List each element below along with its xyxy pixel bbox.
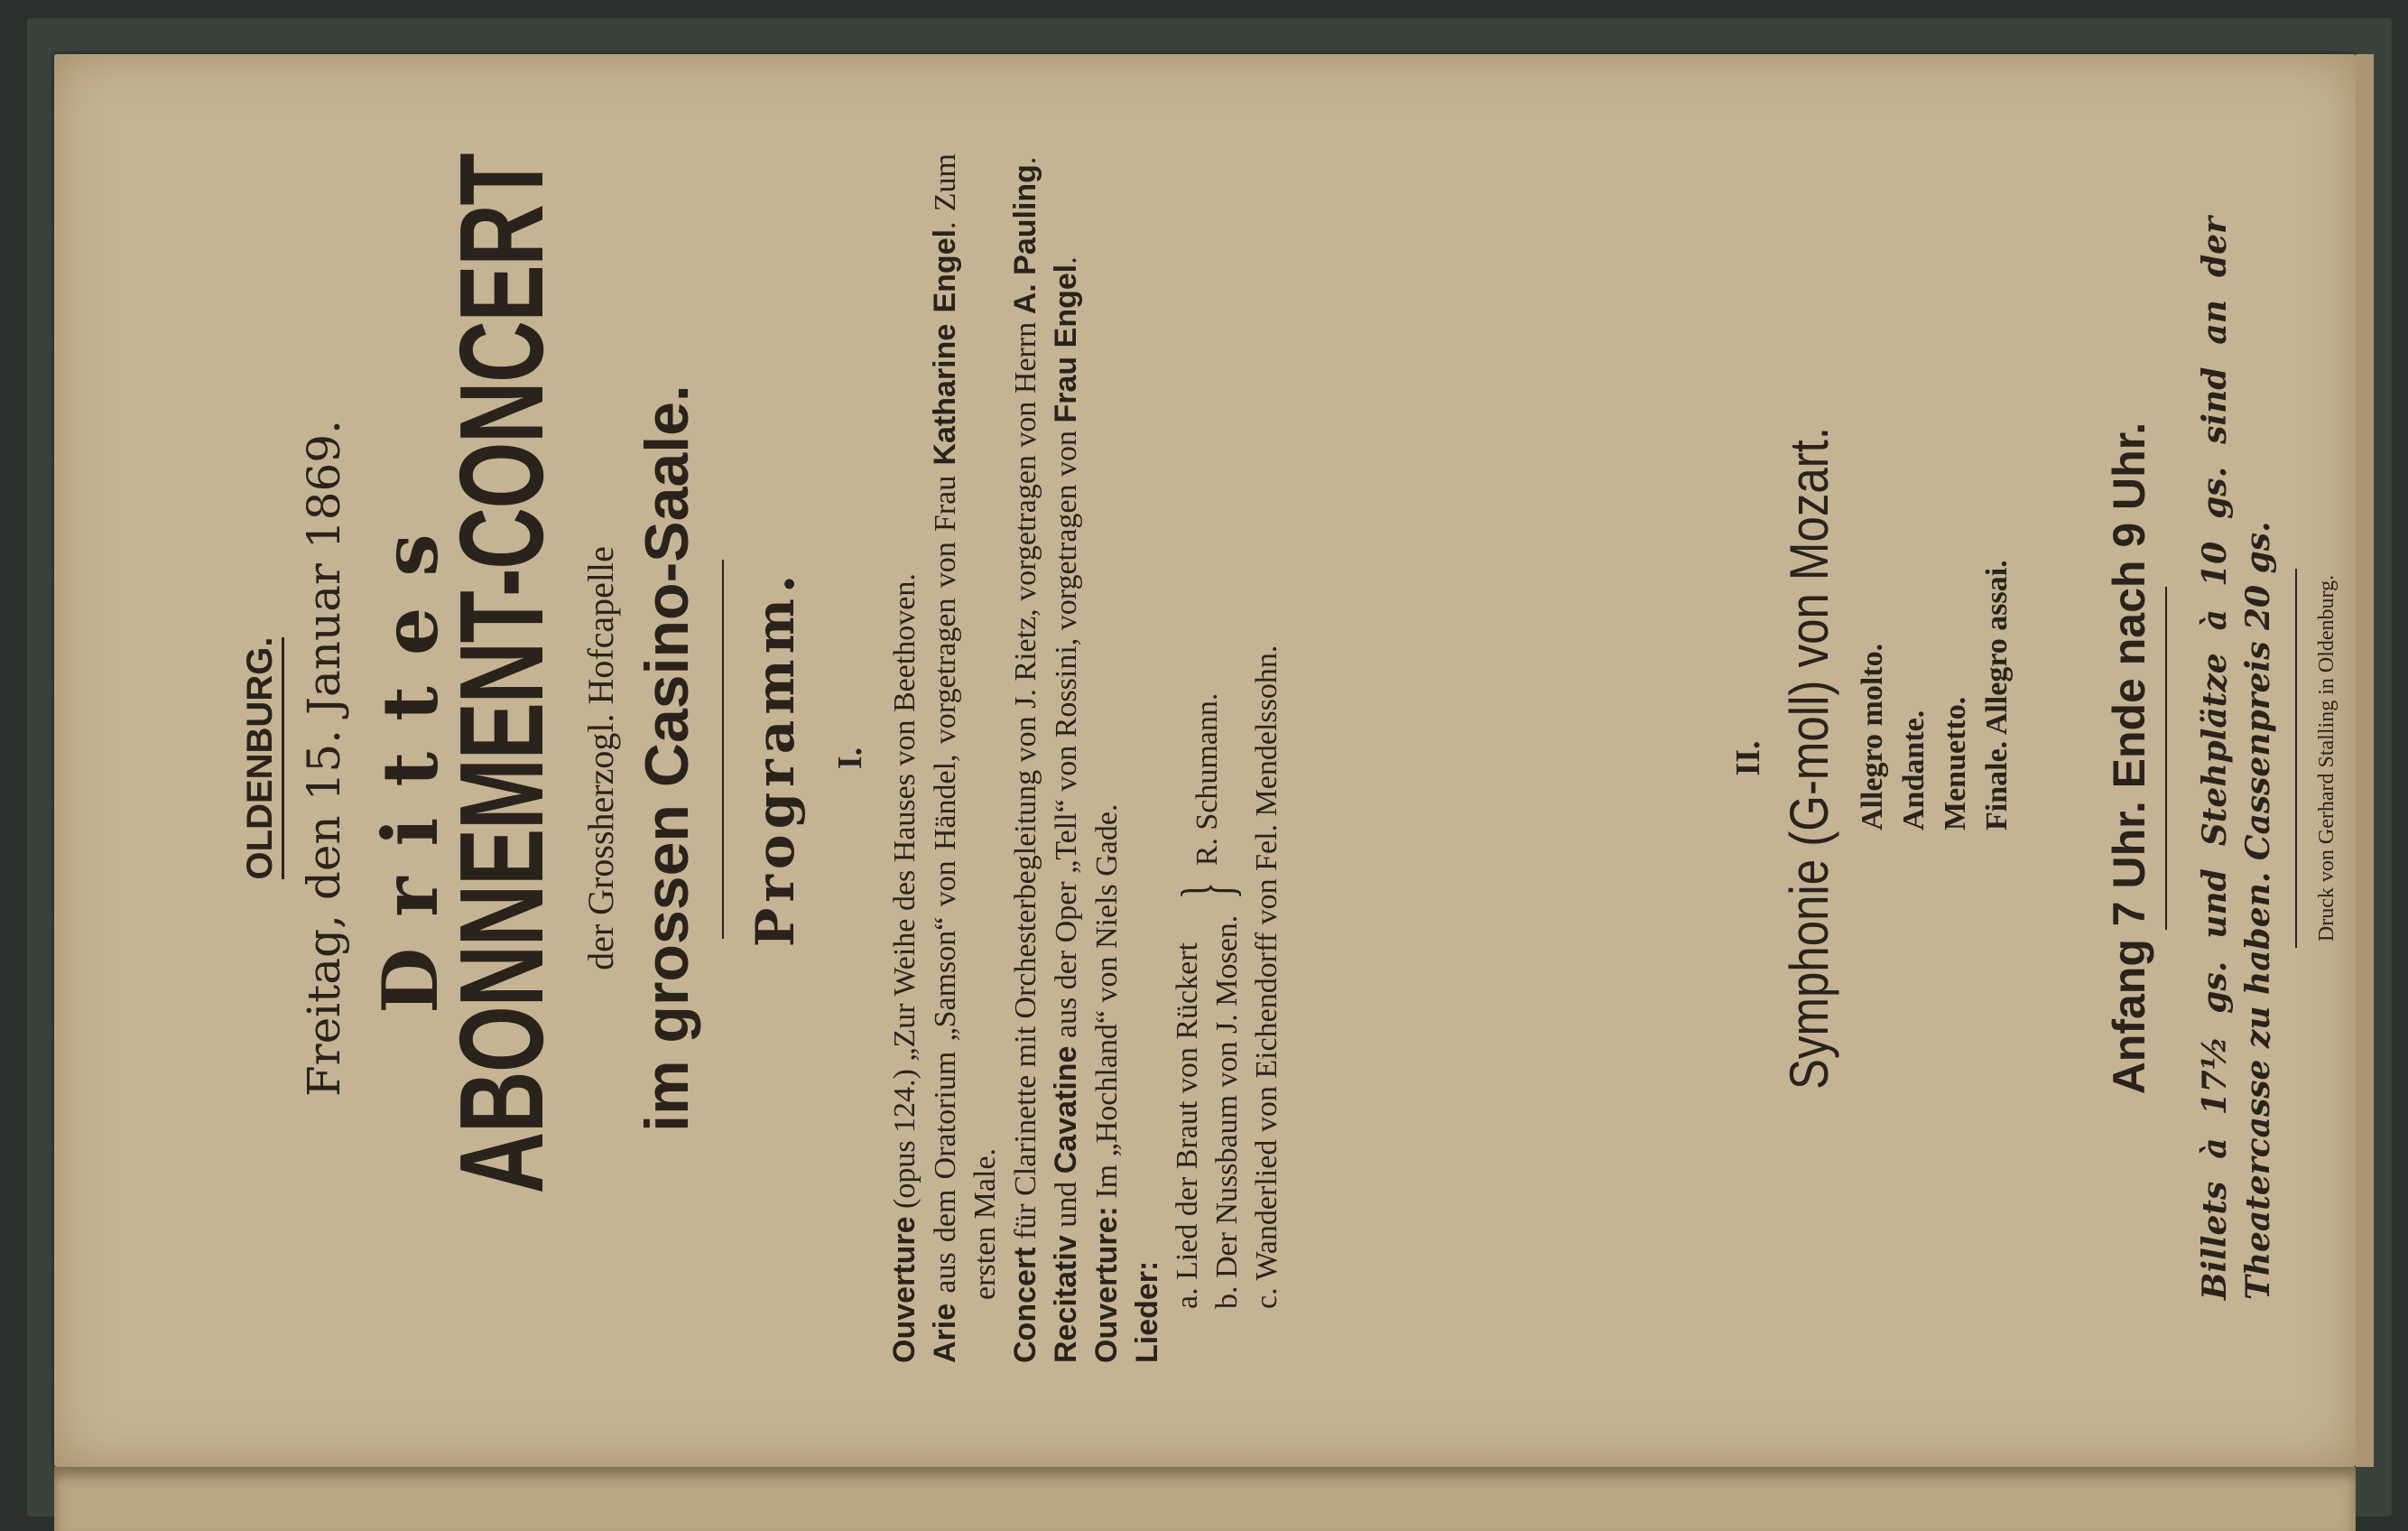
- lieder-block: [1127, 153, 1287, 1363]
- movement: Finale. Allegro assai.: [1980, 560, 2014, 830]
- brace: }: [1168, 881, 1247, 900]
- printer-credit: Druck von Gerhard Stalling in Oldenburg.: [2315, 574, 2339, 942]
- concert-title: ABONNEMENT-CONCERT: [435, 153, 568, 1194]
- programme-item: Concert für Clarinette mit Orchesterbegleitung von J. Rietz, vorgetragen von Herrn A. Pauling.: [1008, 156, 1042, 1363]
- programme-item: Recitativ und Cavatine aus der Oper „Tell“ von Rossini, vorgetragen von Frau Engel.: [1049, 256, 1083, 1363]
- ordinal-heading: Drittes: [366, 503, 455, 1014]
- movements-list: [1852, 560, 2018, 830]
- ticket-info: Billets à 17½ gs. und Stehplätze à 10 gs. sind an der Theatercasse zu haben. Cassenpreis 20 gs.: [2196, 217, 2277, 1300]
- divider: [722, 560, 724, 939]
- lieder-schumann: [1168, 153, 1247, 1363]
- programme-item: Arie aus dem Oratorium „Samson“ von Händel, vorgetragen von Frau Katharine Engel. Zum ersten Male.: [928, 153, 1002, 1363]
- rotated-programme: [162, 153, 2339, 1363]
- lied-b: b. Der Nussbaum von J. Mosen.: [1210, 914, 1244, 1309]
- city-heading: OLDENBURG.: [240, 153, 281, 1363]
- programme-item: Ouverture (opus 124.) „Zur Weihe des Hauses von Beethoven.: [887, 573, 922, 1363]
- page-fold: [54, 1467, 2356, 1531]
- divider: [2295, 569, 2297, 948]
- part-two-numeral: II.: [1729, 740, 1767, 776]
- symphony-title: Symphonie (G-moll) von Mozart.: [1779, 426, 1839, 1090]
- movement: Andante.: [1897, 710, 1931, 830]
- divider: [2165, 587, 2167, 930]
- movement: Allegro molto.: [1856, 643, 1889, 830]
- orchestra-name: der Grossherzogl. Hofcapelle: [580, 546, 621, 970]
- movement: Menuetto.: [1939, 696, 1972, 830]
- part-one-numeral: I.: [831, 747, 869, 770]
- lied-a: a. Lied der Braut von Rückert: [1171, 942, 1204, 1309]
- programme-items: [884, 153, 1287, 1363]
- concert-date: Freitag, den 15. Januar 1869.: [298, 420, 350, 1097]
- page-edge: [2356, 54, 2374, 1467]
- concert-times: Anfang 7 Uhr. Ende nach 9 Uhr.: [2104, 422, 2154, 1095]
- lied-composer: R. Schumann.: [1190, 692, 1224, 867]
- programme-item: Ouverture: Im „Hochland“ von Niels Gade.: [1089, 803, 1124, 1363]
- lieder-label: Lieder:: [1130, 1260, 1164, 1363]
- venue: im grossen Casino-Saale.: [633, 385, 701, 1132]
- programm-heading: Programm.: [745, 569, 806, 948]
- lied-c: c. Wanderlied von Eichendorff von Fel. Mendelssohn.: [1250, 645, 1283, 1309]
